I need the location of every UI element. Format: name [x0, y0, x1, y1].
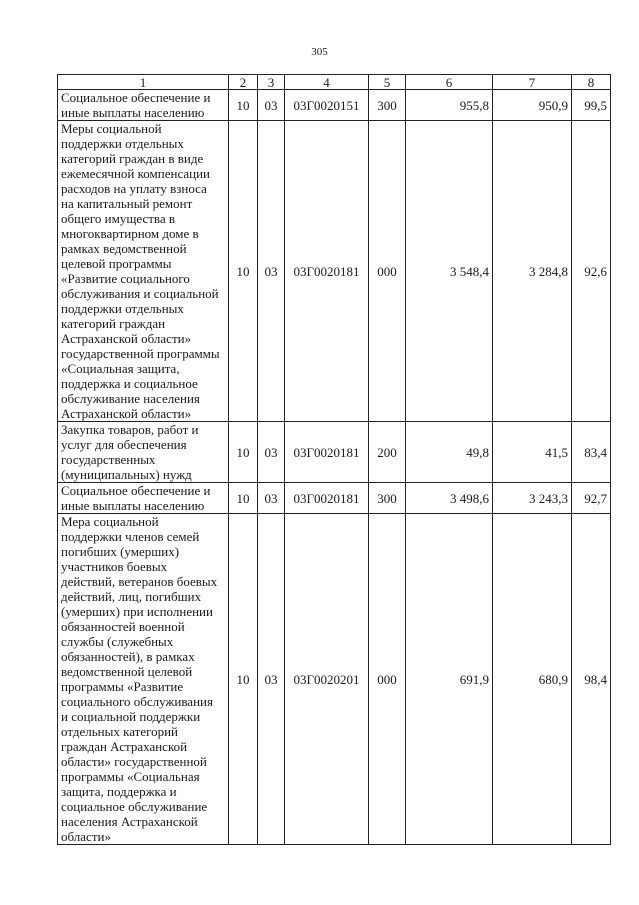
executed-amount: 950,9	[493, 90, 572, 121]
section-code: 10	[229, 121, 258, 422]
executed-amount: 3 243,3	[493, 483, 572, 514]
row-description	[58, 514, 229, 845]
description-line: рамках ведомственной	[61, 241, 187, 256]
planned-amount: 49,8	[406, 422, 493, 483]
target-article-code: 03Г0020151	[285, 90, 369, 121]
description-line: программы «Развитие	[61, 679, 184, 694]
description-line: (умерших) при исполнении	[61, 604, 213, 619]
description-line: отдельных категорий	[61, 724, 179, 739]
header-cell-7: 7	[493, 75, 572, 90]
description-line: области»	[61, 829, 111, 844]
row-description	[58, 483, 229, 514]
description-line: иные выплаты населению	[61, 105, 205, 120]
execution-percent: 83,4	[572, 422, 611, 483]
description-line: государственной программы	[61, 346, 220, 361]
execution-percent: 98,4	[572, 514, 611, 845]
target-article-code: 03Г0020181	[285, 121, 369, 422]
header-cell-5: 5	[369, 75, 406, 90]
subsection-code: 03	[258, 121, 285, 422]
description-line: защита, поддержка и	[61, 784, 177, 799]
table-row	[58, 422, 611, 483]
table-row	[58, 90, 611, 121]
planned-amount: 955,8	[406, 90, 493, 121]
description-line: «Социальная защита,	[61, 361, 180, 376]
description-line: социальное обслуживание	[61, 799, 208, 814]
row-description	[58, 422, 229, 483]
description-line: действий, ветеранов боевых	[61, 574, 218, 589]
description-line: поддержки членов семей	[61, 529, 200, 544]
description-line: обслуживания и социальной	[61, 286, 219, 301]
description-line: обслуживание населения	[61, 391, 200, 406]
description-line: «Развитие социального	[61, 271, 190, 286]
description-line: Астраханской области»	[61, 331, 192, 346]
expense-type-code: 300	[369, 483, 406, 514]
expense-type-code: 000	[369, 121, 406, 422]
description-line: и социальной поддержки	[61, 709, 201, 724]
header-cell-2: 2	[229, 75, 258, 90]
description-line: иные выплаты населению	[61, 498, 205, 513]
description-line: целевой программы	[61, 256, 172, 271]
description-line: действий, лиц, погибших	[61, 589, 202, 604]
header-cell-4: 4	[285, 75, 369, 90]
description-line: ведомственной целевой	[61, 664, 193, 679]
description-line: Социальное обеспечение и	[61, 90, 211, 105]
description-line: обязанностей), в рамках	[61, 649, 195, 664]
header-cell-6: 6	[406, 75, 493, 90]
description-line: государственных	[61, 452, 156, 467]
planned-amount: 3 498,6	[406, 483, 493, 514]
description-line: услуг для обеспечения	[61, 437, 187, 452]
description-line: расходов на уплату взноса	[61, 181, 207, 196]
description-line: ежемесячной компенсации	[61, 166, 211, 181]
row-description	[58, 90, 229, 121]
expense-type-code: 000	[369, 514, 406, 845]
execution-percent: 92,7	[572, 483, 611, 514]
table-row	[58, 514, 611, 845]
expense-type-code: 200	[369, 422, 406, 483]
header-cell-1: 1	[58, 75, 229, 90]
description-line: категорий граждан в виде	[61, 151, 204, 166]
section-code: 10	[229, 422, 258, 483]
expense-type-code: 300	[369, 90, 406, 121]
description-line: многоквартирном доме в	[61, 226, 199, 241]
description-line: общего имущества в	[61, 211, 176, 226]
subsection-code: 03	[258, 514, 285, 845]
budget-table	[57, 74, 611, 845]
header-cell-3: 3	[258, 75, 285, 90]
description-line: службы (служебных	[61, 634, 174, 649]
description-line: погибших (умерших)	[61, 544, 180, 559]
description-line: граждан Астраханской	[61, 739, 188, 754]
table-row	[58, 121, 611, 422]
description-line: социального обслуживания	[61, 694, 213, 709]
executed-amount: 680,9	[493, 514, 572, 845]
table-row	[58, 483, 611, 514]
page-number: 305	[311, 46, 328, 58]
description-line: (муниципальных) нужд	[61, 467, 192, 482]
section-code: 10	[229, 483, 258, 514]
description-line: обязанностей военной	[61, 619, 185, 634]
section-code: 10	[229, 514, 258, 845]
description-line: Закупка товаров, работ и	[61, 422, 199, 437]
execution-percent: 92,6	[572, 121, 611, 422]
description-line: поддержка и социальное	[61, 376, 198, 391]
section-code: 10	[229, 90, 258, 121]
executed-amount: 3 284,8	[493, 121, 572, 422]
description-line: участников боевых	[61, 559, 168, 574]
planned-amount: 3 548,4	[406, 121, 493, 422]
description-line: населения Астраханской	[61, 814, 198, 829]
target-article-code: 03Г0020181	[285, 422, 369, 483]
planned-amount: 691,9	[406, 514, 493, 845]
description-line: Астраханской области»	[61, 406, 192, 421]
description-line: категорий граждан	[61, 316, 166, 331]
description-line: области» государственной	[61, 754, 207, 769]
target-article-code: 03Г0020201	[285, 514, 369, 845]
subsection-code: 03	[258, 483, 285, 514]
description-line: поддержки отдельных	[61, 301, 184, 316]
description-line: Социальное обеспечение и	[61, 483, 211, 498]
description-line: программы «Социальная	[61, 769, 200, 784]
description-line: Мера социальной	[61, 514, 159, 529]
target-article-code: 03Г0020181	[285, 483, 369, 514]
description-line: Меры социальной	[61, 121, 162, 136]
header-row	[58, 75, 611, 90]
executed-amount: 41,5	[493, 422, 572, 483]
description-line: на капитальный ремонт	[61, 196, 193, 211]
header-cell-8: 8	[572, 75, 611, 90]
description-line: поддержки отдельных	[61, 136, 184, 151]
row-description	[58, 121, 229, 422]
table-body	[58, 90, 611, 845]
subsection-code: 03	[258, 90, 285, 121]
execution-percent: 99,5	[572, 90, 611, 121]
subsection-code: 03	[258, 422, 285, 483]
